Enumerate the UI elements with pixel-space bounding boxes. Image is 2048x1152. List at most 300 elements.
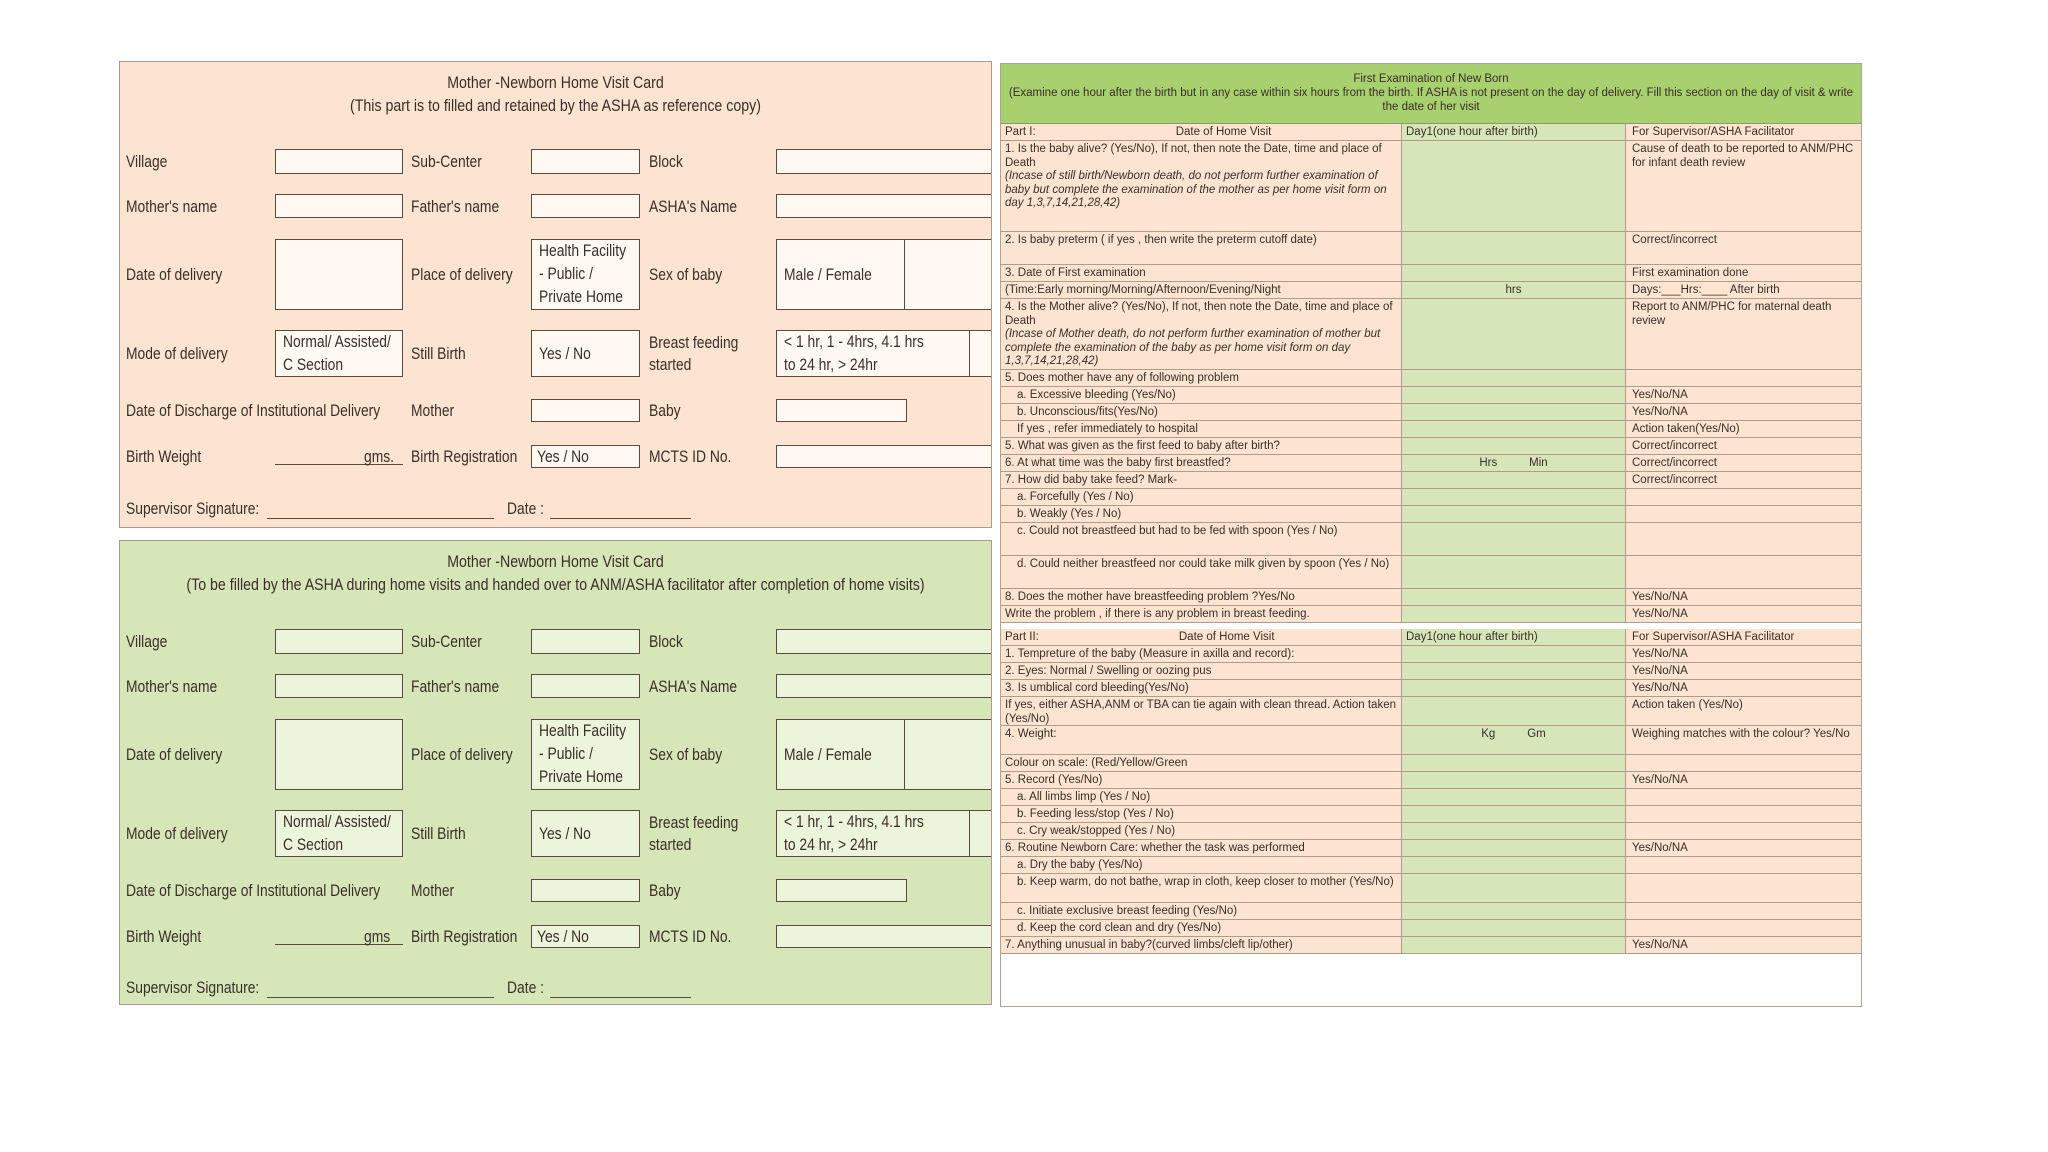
question-text: 3. Is umblical cord bleeding(Yes/No) (1005, 682, 1189, 694)
baby-discharge-field[interactable] (776, 879, 907, 902)
question-cell (1001, 589, 1401, 605)
day1-answer-cell[interactable] (1401, 697, 1625, 725)
question-cell (1001, 874, 1401, 902)
supervisor-check-cell[interactable] (1625, 489, 1862, 505)
breast-feeding-label: Breast feeding (649, 814, 739, 832)
mothers-name-field[interactable] (275, 194, 403, 218)
day1-answer-cell[interactable] (1401, 299, 1625, 369)
day1-answer-cell[interactable] (1401, 857, 1625, 873)
yes-no-text: Yes / No (537, 448, 589, 466)
birth-registration-label: Birth Registration (411, 448, 518, 466)
question-text: 4. Is the Mother alive? (Yes/No), If not, then note the Date, time and place of Death (1005, 301, 1393, 327)
mother-discharge-field[interactable] (531, 399, 640, 422)
public-text: - Public / (539, 745, 593, 763)
supervisor-check-cell[interactable]: First examination done (1625, 265, 1862, 281)
question-note: (Incase of Mother death, do not perform further examination of mother but complete the examination of the baby as per home visit form on day 1,3,7,14,21,28,42) (1005, 328, 1381, 367)
question-text: 2. Eyes: Normal / Swelling or oozing pus (1005, 665, 1212, 677)
question-cell (1001, 806, 1401, 822)
question-cell (1001, 606, 1401, 622)
breast-feeding-label: Breast feeding (649, 334, 739, 352)
day1-answer-cell[interactable] (1401, 755, 1625, 771)
question-text: c. Cry weak/stopped (Yes / No) (1017, 825, 1176, 837)
question-cell (1001, 903, 1401, 919)
supervisor-check-cell[interactable] (1625, 920, 1862, 936)
day1-answer-cell[interactable] (1401, 455, 1625, 471)
question-cell (1001, 840, 1401, 856)
mcts-id-field[interactable] (776, 445, 992, 468)
supervisor-check-cell[interactable] (1625, 857, 1862, 873)
question-cell (1001, 556, 1401, 588)
mothers-name-label: Mother's name (126, 678, 218, 696)
still-birth-label: Still Birth (411, 345, 466, 363)
supervisor-check-cell[interactable]: Correct/incorrect (1625, 472, 1862, 488)
question-text: 8. Does the mother have breastfeeding problem ?Yes/No (1005, 591, 1295, 603)
day1-answer-cell[interactable] (1401, 556, 1625, 588)
day1-answer-cell[interactable] (1401, 680, 1625, 696)
question-text: 3. Date of First examination (1005, 267, 1146, 279)
question-text: If yes, either ASHA,ANM or TBA can tie again with clean thread. Action taken (Yes/No) (1005, 699, 1396, 725)
table-row (1001, 265, 1861, 282)
day1-answer-cell[interactable] (1401, 937, 1625, 953)
village-label: Village (126, 633, 168, 651)
day1-answer-cell[interactable] (1401, 404, 1625, 420)
day1-answer-cell[interactable] (1401, 903, 1625, 919)
supervisor-check-cell[interactable]: Yes/No/NA (1625, 663, 1862, 679)
ashas-name-label: ASHA's Name (649, 198, 738, 216)
supervisor-check-cell[interactable]: Correct/incorrect (1625, 438, 1862, 454)
day1-answer-cell[interactable] (1401, 726, 1625, 754)
question-cell (1001, 455, 1401, 471)
sub-center-label: Sub-Center (411, 633, 482, 651)
question-cell (1001, 646, 1401, 662)
table-header-row (1001, 124, 1861, 141)
bf-option-line-2: to 24 hr, > 24hr (784, 836, 878, 854)
supervisor-check-cell[interactable]: Report to ANM/PHC for maternal death review (1625, 299, 1862, 369)
sex-of-baby-label: Sex of baby (649, 746, 723, 764)
table-row (1001, 789, 1861, 806)
sub-center-field[interactable] (531, 629, 640, 654)
divider (969, 811, 970, 856)
date-of-home-visit-label: Date of Home Visit (1175, 126, 1272, 138)
block-field[interactable] (776, 629, 992, 654)
day1-answer-cell[interactable] (1401, 874, 1625, 902)
table-row (1001, 937, 1861, 954)
question-cell (1001, 141, 1401, 231)
exam-header (1001, 64, 1861, 124)
question-text: a. Excessive bleeding (Yes/No) (1017, 389, 1176, 401)
question-cell (1001, 387, 1401, 403)
supervisor-check-cell[interactable]: Correct/incorrect (1625, 232, 1862, 264)
day1-answer-cell[interactable] (1401, 506, 1625, 522)
question-text: d. Could neither breastfeed nor could take milk given by spoon (Yes / No) (1017, 558, 1390, 570)
question-cell (1001, 506, 1401, 522)
supervisor-check-cell[interactable]: Yes/No/NA (1625, 404, 1862, 420)
supervisor-signature-label: Supervisor Signature: (126, 500, 260, 518)
fathers-name-label: Father's name (411, 198, 500, 216)
table-row (1001, 726, 1861, 755)
supervisor-signature-line[interactable] (267, 997, 494, 998)
question-text: c. Initiate exclusive breast feeding (Yes/No) (1017, 905, 1238, 917)
question-note: (Incase of still birth/Newborn death, do not perform further examination of baby but complete the examination of the mother as per home visit form on day 1,3,7,14,21,28,42) (1005, 170, 1387, 209)
supervisor-check-cell[interactable]: Yes/No/NA (1625, 589, 1862, 605)
supervisor-check-cell[interactable]: Correct/incorrect (1625, 455, 1862, 471)
bf-option-line-1: < 1 hr, 1 - 4hrs, 4.1 hrs (784, 813, 924, 831)
question-cell (1001, 697, 1401, 725)
day1-answer-cell[interactable] (1401, 265, 1625, 281)
table-row (1001, 903, 1861, 920)
table-header-row (1001, 629, 1861, 646)
question-text: 1. Tempreture of the baby (Measure in axilla and record): (1005, 648, 1295, 660)
supervisor-check-cell[interactable] (1625, 506, 1862, 522)
normal-assisted-text: Normal/ Assisted/ (283, 813, 391, 831)
table-row (1001, 646, 1861, 663)
question-cell (1001, 726, 1401, 754)
question-text: b. Unconscious/fits(Yes/No) (1017, 406, 1158, 418)
question-cell (1001, 823, 1401, 839)
table-row (1001, 874, 1861, 903)
table-row (1001, 772, 1861, 789)
day1-answer-cell[interactable] (1401, 387, 1625, 403)
table-row (1001, 472, 1861, 489)
ashas-name-field[interactable] (776, 674, 992, 698)
table-row (1001, 523, 1861, 556)
birth-registration-label: Birth Registration (411, 928, 518, 946)
table-row (1001, 387, 1861, 404)
mode-of-delivery-options[interactable] (275, 330, 403, 377)
yes-no-text: Yes / No (537, 928, 589, 946)
table-row (1001, 589, 1861, 606)
baby-label: Baby (649, 402, 681, 420)
birth-registration-options[interactable] (531, 925, 640, 948)
table-row (1001, 282, 1861, 299)
table-row (1001, 421, 1861, 438)
question-text: c. Could not breastfeed but had to be fed with spoon (Yes / No) (1017, 525, 1338, 537)
mcts-id-label: MCTS ID No. (649, 448, 732, 466)
question-cell (1001, 282, 1401, 298)
day1-column-header: Day1(one hour after birth) (1401, 124, 1625, 140)
question-text: 5. What was given as the first feed to baby after birth? (1005, 440, 1280, 452)
ashas-name-field[interactable] (776, 194, 992, 218)
day1-answer-cell[interactable] (1401, 589, 1625, 605)
table-row (1001, 299, 1861, 370)
supervisor-check-cell[interactable] (1625, 556, 1862, 588)
place-of-delivery-options[interactable] (531, 719, 640, 790)
date-of-delivery-label: Date of delivery (126, 746, 223, 764)
block-label: Block (649, 153, 683, 171)
mother-label: Mother (411, 402, 455, 420)
table-row (1001, 506, 1861, 523)
day1-answer-cell[interactable] (1401, 472, 1625, 488)
date-line[interactable] (550, 518, 691, 519)
date-of-delivery-label: Date of delivery (126, 266, 223, 284)
mode-of-delivery-label: Mode of delivery (126, 825, 228, 843)
table-row (1001, 697, 1861, 726)
supervisor-check-cell[interactable]: Yes/No/NA (1625, 606, 1862, 622)
sub-center-field[interactable] (531, 149, 640, 174)
mothers-name-field[interactable] (275, 674, 403, 698)
question-cell (1001, 857, 1401, 873)
divider (904, 720, 905, 789)
card-subtitle-text: (To be filled by the ASHA during home visits and handed over to ANM/ASHA facilitator after completion of home visits) (186, 576, 925, 594)
supervisor-check-cell[interactable]: Weighing matches with the colour? Yes/No (1625, 726, 1862, 754)
table-row (1001, 141, 1861, 232)
home-visit-card-asha-copy (119, 540, 992, 1005)
bf-option-line-1: < 1 hr, 1 - 4hrs, 4.1 hrs (784, 333, 924, 351)
question-cell (1001, 937, 1401, 953)
table-row (1001, 606, 1861, 623)
place-of-delivery-options[interactable] (531, 239, 640, 310)
birth-weight-label: Birth Weight (126, 928, 202, 946)
question-text: b. Weakly (Yes / No) (1017, 508, 1122, 520)
question-cell (1001, 489, 1401, 505)
supervisor-check-cell[interactable] (1625, 523, 1862, 555)
supervisor-check-cell[interactable]: Days:___Hrs:____ After birth (1625, 282, 1862, 298)
table-row (1001, 680, 1861, 697)
question-cell (1001, 232, 1401, 264)
gms-unit: gms. (364, 448, 395, 466)
discharge-date-label: Date of Discharge of Institutional Delivery (126, 882, 381, 900)
day1-answer-cell[interactable] (1401, 789, 1625, 805)
table-row (1001, 438, 1861, 455)
discharge-date-label: Date of Discharge of Institutional Delivery (126, 402, 381, 420)
ashas-name-label: ASHA's Name (649, 678, 738, 696)
still-birth-options[interactable] (531, 810, 640, 857)
supervisor-check-cell[interactable] (1625, 823, 1862, 839)
table-row (1001, 556, 1861, 589)
supervisor-check-cell[interactable]: Yes/No/NA (1625, 840, 1862, 856)
health-facility-text: Health Facility (539, 722, 627, 740)
block-field[interactable] (776, 149, 992, 174)
day1-column-header: Day1(one hour after birth) (1401, 629, 1625, 645)
table-row (1001, 840, 1861, 857)
supervisor-check-cell[interactable]: Yes/No/NA (1625, 772, 1862, 788)
first-examination-newborn-table (1000, 63, 1862, 1007)
date-of-delivery-field[interactable] (275, 239, 403, 310)
exam-instructions: (Examine one hour after the birth but in any case within six hours from the birth. If ASHA is not present on the day of delivery. Fill this section on the day of visit & write the date of her visit (1008, 87, 1854, 113)
table-row (1001, 806, 1861, 823)
question-cell (1001, 920, 1401, 936)
question-text: a. Dry the baby (Yes/No) (1017, 859, 1143, 871)
day1-answer-cell[interactable] (1401, 646, 1625, 662)
block-label: Block (649, 633, 683, 651)
table-row (1001, 920, 1861, 937)
question-text: 1. Is the baby alive? (Yes/No), If not, then note the Date, time and place of Death (1005, 143, 1382, 169)
yes-no-text: Yes / No (539, 345, 591, 363)
table-row (1001, 755, 1861, 772)
exam-title: First Examination of New Born (1353, 73, 1509, 85)
mother-discharge-field[interactable] (531, 879, 640, 902)
question-text: b. Feeding less/stop (Yes / No) (1017, 808, 1174, 820)
table-row (1001, 455, 1861, 472)
supervisor-column-header: For Supervisor/ASHA Facilitator (1625, 124, 1862, 140)
question-cell (1001, 404, 1401, 420)
part-label: Part I: (1005, 126, 1036, 138)
supervisor-check-cell[interactable] (1625, 903, 1862, 919)
supervisor-check-cell[interactable] (1625, 789, 1862, 805)
normal-assisted-text: Normal/ Assisted/ (283, 333, 391, 351)
question-cell (1001, 772, 1401, 788)
date-label: Date : (507, 500, 544, 518)
private-home-text: Private Home (539, 768, 623, 786)
yes-no-text: Yes / No (539, 825, 591, 843)
question-text: 2. Is baby preterm ( if yes , then write the preterm cutoff date) (1005, 234, 1317, 246)
supervisor-check-cell[interactable]: Yes/No/NA (1625, 680, 1862, 696)
answer-unit-text: hrs (1505, 284, 1522, 296)
day1-answer-cell[interactable] (1401, 806, 1625, 822)
question-cell (1001, 680, 1401, 696)
mcts-id-field[interactable] (776, 925, 992, 948)
question-text: (Time:Early morning/Morning/Afternoon/Evening/Night (1005, 284, 1281, 296)
date-line[interactable] (550, 997, 691, 998)
question-cell (1001, 370, 1401, 386)
answer-unit-text: Kg Gm (1481, 728, 1546, 740)
question-cell (1001, 755, 1401, 771)
sex-of-baby-label: Sex of baby (649, 266, 723, 284)
question-cell (1001, 265, 1401, 281)
fathers-name-field[interactable] (531, 194, 640, 218)
birth-weight-label: Birth Weight (126, 448, 202, 466)
baby-discharge-field[interactable] (776, 399, 907, 422)
supervisor-check-cell[interactable] (1625, 370, 1862, 386)
day1-answer-cell[interactable] (1401, 663, 1625, 679)
supervisor-check-cell[interactable]: Yes/No/NA (1625, 937, 1862, 953)
still-birth-options[interactable] (531, 330, 640, 377)
supervisor-check-cell[interactable]: Yes/No/NA (1625, 646, 1862, 662)
home-visit-card-reference-copy (119, 61, 992, 528)
part-label: Part II: (1005, 631, 1039, 643)
card-title-text: Mother -Newborn Home Visit Card (447, 553, 664, 571)
question-text: 4. Weight: (1005, 728, 1057, 740)
divider (969, 331, 970, 376)
question-text: a. Forcefully (Yes / No) (1017, 491, 1134, 503)
card-title (181, 72, 930, 118)
table-row (1001, 232, 1861, 265)
table-row (1001, 489, 1861, 506)
public-text: - Public / (539, 265, 593, 283)
started-label: started (649, 836, 692, 854)
day1-answer-cell[interactable] (1401, 772, 1625, 788)
breast-feeding-options[interactable] (776, 810, 992, 857)
question-cell (1001, 299, 1401, 369)
card-subtitle-text: (This part is to filled and retained by the ASHA as reference copy) (350, 97, 761, 115)
day1-answer-cell[interactable] (1401, 282, 1625, 298)
question-cell (1001, 438, 1401, 454)
breast-feeding-options[interactable] (776, 330, 992, 377)
question-text: 7. Anything unusual in baby?(curved limbs/cleft lip/other) (1005, 939, 1293, 951)
village-field[interactable] (275, 149, 403, 174)
day1-answer-cell[interactable] (1401, 489, 1625, 505)
sub-center-label: Sub-Center (411, 153, 482, 171)
day1-answer-cell[interactable] (1401, 920, 1625, 936)
mode-of-delivery-options[interactable] (275, 810, 403, 857)
place-of-delivery-label: Place of delivery (411, 746, 513, 764)
day1-answer-cell[interactable] (1401, 421, 1625, 437)
question-text: 5. Does mother have any of following problem (1005, 372, 1239, 384)
answer-unit-text: Hrs Min (1479, 457, 1548, 469)
question-cell (1001, 789, 1401, 805)
supervisor-check-cell[interactable] (1625, 806, 1862, 822)
question-cell (1001, 663, 1401, 679)
sex-of-baby-field[interactable] (776, 719, 992, 790)
male-female-options[interactable]: Male / Female (784, 746, 872, 764)
supervisor-check-cell[interactable]: Cause of death to be reported to ANM/PHC for infant death review (1625, 141, 1862, 231)
question-text: If yes , refer immediately to hospital (1017, 423, 1198, 435)
village-field[interactable] (275, 629, 403, 654)
day1-answer-cell[interactable] (1401, 438, 1625, 454)
card-title-text: Mother -Newborn Home Visit Card (447, 74, 664, 92)
c-section-text: C Section (283, 356, 344, 374)
header-part-cell (1001, 629, 1401, 645)
bf-option-line-2: to 24 hr, > 24hr (784, 356, 878, 374)
question-text: 6. At what time was the baby first breastfed? (1005, 457, 1231, 469)
supervisor-signature-line[interactable] (267, 518, 494, 519)
table-row (1001, 823, 1861, 840)
table-row (1001, 857, 1861, 874)
question-text: 6. Routine Newborn Care: whether the task was performed (1005, 842, 1305, 854)
village-label: Village (126, 153, 168, 171)
table-row (1001, 370, 1861, 387)
male-female-options[interactable]: Male / Female (784, 266, 872, 284)
supervisor-check-cell[interactable] (1625, 755, 1862, 771)
mothers-name-label: Mother's name (126, 198, 218, 216)
question-cell (1001, 523, 1401, 555)
day1-answer-cell[interactable] (1401, 823, 1625, 839)
date-of-home-visit-label: Date of Home Visit (1178, 631, 1275, 643)
supervisor-check-cell[interactable]: Action taken(Yes/No) (1625, 421, 1862, 437)
day1-answer-cell[interactable] (1401, 232, 1625, 264)
day1-answer-cell[interactable] (1401, 370, 1625, 386)
place-of-delivery-label: Place of delivery (411, 266, 513, 284)
started-label: started (649, 356, 692, 374)
mother-label: Mother (411, 882, 455, 900)
question-text: Write the problem , if there is any problem in breast feeding. (1005, 608, 1310, 620)
date-label: Date : (507, 979, 544, 997)
baby-label: Baby (649, 882, 681, 900)
question-text: Colour on scale: (Red/Yellow/Green (1005, 757, 1188, 769)
table-row (1001, 404, 1861, 421)
date-of-delivery-field[interactable] (275, 719, 403, 790)
fathers-name-label: Father's name (411, 678, 500, 696)
c-section-text: C Section (283, 836, 344, 854)
day1-answer-cell[interactable] (1401, 523, 1625, 555)
day1-answer-cell[interactable] (1401, 606, 1625, 622)
divider (904, 240, 905, 309)
mcts-id-label: MCTS ID No. (649, 928, 732, 946)
question-text: 7. How did baby take feed? Mark- (1005, 474, 1177, 486)
gms-unit: gms (364, 928, 391, 946)
question-text: b. Keep warm, do not bathe, wrap in cloth, keep closer to mother (Yes/No) (1017, 876, 1394, 888)
table-row (1001, 663, 1861, 680)
supervisor-check-cell[interactable]: Action taken (Yes/No) (1625, 697, 1862, 725)
still-birth-label: Still Birth (411, 825, 466, 843)
health-facility-text: Health Facility (539, 242, 627, 260)
day1-answer-cell[interactable] (1401, 141, 1625, 231)
question-text: d. Keep the cord clean and dry (Yes/No) (1017, 922, 1222, 934)
supervisor-check-cell[interactable] (1625, 874, 1862, 902)
fathers-name-field[interactable] (531, 674, 640, 698)
supervisor-column-header: For Supervisor/ASHA Facilitator (1625, 629, 1862, 645)
header-part-cell (1001, 124, 1401, 140)
question-cell (1001, 421, 1401, 437)
day1-answer-cell[interactable] (1401, 840, 1625, 856)
supervisor-check-cell[interactable]: Yes/No/NA (1625, 387, 1862, 403)
question-text: 5. Record (Yes/No) (1005, 774, 1103, 786)
question-text: a. All limbs limp (Yes / No) (1017, 791, 1151, 803)
sex-of-baby-field[interactable] (776, 239, 992, 310)
birth-registration-options[interactable] (531, 445, 640, 468)
supervisor-signature-label: Supervisor Signature: (126, 979, 260, 997)
mode-of-delivery-label: Mode of delivery (126, 345, 228, 363)
